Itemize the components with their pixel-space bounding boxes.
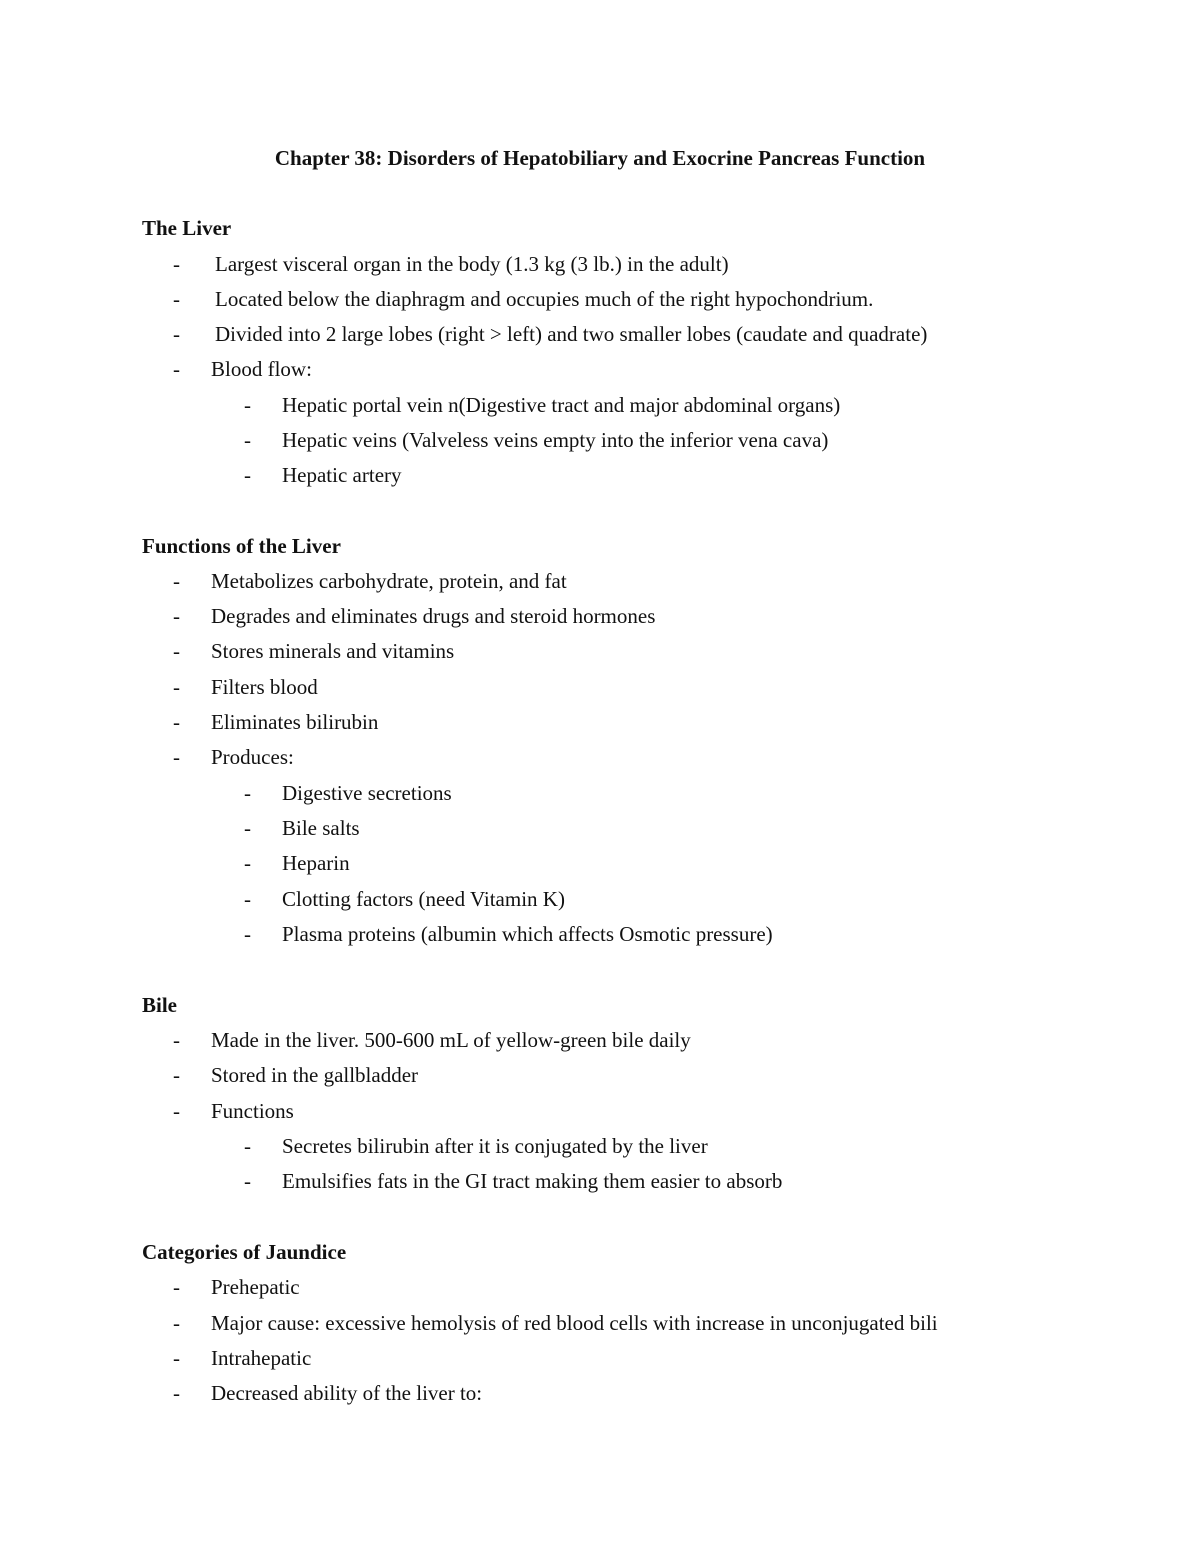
list-item-text: Decreased ability of the liver to: [211,1381,483,1405]
bullet-dash: - [244,463,251,487]
bullet-dash: - [173,710,180,734]
bullet-dash: - [173,639,180,663]
section-heading-bile: Bile [142,993,177,1017]
bullet-dash: - [173,322,180,346]
bullet-dash: - [244,1134,251,1158]
bullet-dash: - [173,1028,180,1052]
bullet-dash: - [173,675,180,699]
bullet-dash: - [244,922,251,946]
bullet-dash: - [173,357,180,381]
list-item-text: Made in the liver. 500-600 mL of yellow-green bile daily [211,1028,691,1052]
bullet-dash: - [173,287,180,311]
sub-list-item-text: Plasma proteins (albumin which affects Osmotic pressure) [282,922,773,946]
list-item-text: Major cause: excessive hemolysis of red blood cells with increase in unconjugated bili [211,1311,938,1335]
section-heading-functions-of-the-liver: Functions of the Liver [142,534,341,558]
bullet-dash: - [173,1311,180,1335]
bullet-dash: - [173,1063,180,1087]
bullet-dash: - [173,1381,180,1405]
sub-list-item-text: Heparin [282,851,350,875]
sub-list-item-text: Clotting factors (need Vitamin K) [282,887,565,911]
bullet-dash: - [244,816,251,840]
list-item-text: Eliminates bilirubin [211,710,379,734]
page-title: Chapter 38: Disorders of Hepatobiliary and Exocrine Pancreas Function [274,146,926,170]
list-item-text: Prehepatic [211,1275,300,1299]
bullet-dash: - [244,393,251,417]
bullet-dash: - [244,781,251,805]
bullet-dash: - [244,851,251,875]
bullet-dash: - [173,1275,180,1299]
bullet-dash: - [173,252,180,276]
section-heading-categories-of-jaundice: Categories of Jaundice [142,1240,347,1264]
bullet-dash: - [173,604,180,628]
list-item-text: Largest visceral organ in the body (1.3 kg (3 lb.) in the adult) [215,252,729,276]
sub-list-item-text: Hepatic portal vein n(Digestive tract and major abdominal organs) [282,393,841,417]
list-item-text: Located below the diaphragm and occupies much of the right hypochondrium. [215,287,874,311]
bullet-dash: - [244,428,251,452]
list-item-text: Degrades and eliminates drugs and steroid hormones [211,604,656,628]
list-item-text: Stored in the gallbladder [211,1063,419,1087]
section-heading-the-liver: The Liver [142,216,232,240]
bullet-dash: - [173,569,180,593]
list-item-text: Produces: [211,745,294,769]
list-item-text: Intrahepatic [211,1346,312,1370]
list-item-text: Functions [211,1099,294,1123]
list-item-text: Divided into 2 large lobes (right > left) and two smaller lobes (caudate and quadrate) [215,322,928,346]
sub-list-item-text: Hepatic artery [282,463,402,487]
bullet-dash: - [244,1169,251,1193]
list-item-text: Metabolizes carbohydrate, protein, and fat [211,569,567,593]
bullet-dash: - [173,1099,180,1123]
list-item-text: Blood flow: [211,357,312,381]
list-item-text: Filters blood [211,675,318,699]
sub-list-item-text: Emulsifies fats in the GI tract making them easier to absorb [282,1169,783,1193]
bullet-dash: - [173,1346,180,1370]
sub-list-item-text: Secretes bilirubin after it is conjugated by the liver [282,1134,708,1158]
sub-list-item-text: Bile salts [282,816,360,840]
sub-list-item-text: Hepatic veins (Valveless veins empty into the inferior vena cava) [282,428,829,452]
bullet-dash: - [173,745,180,769]
sub-list-item-text: Digestive secretions [282,781,452,805]
list-item-text: Stores minerals and vitamins [211,639,455,663]
bullet-dash: - [244,887,251,911]
